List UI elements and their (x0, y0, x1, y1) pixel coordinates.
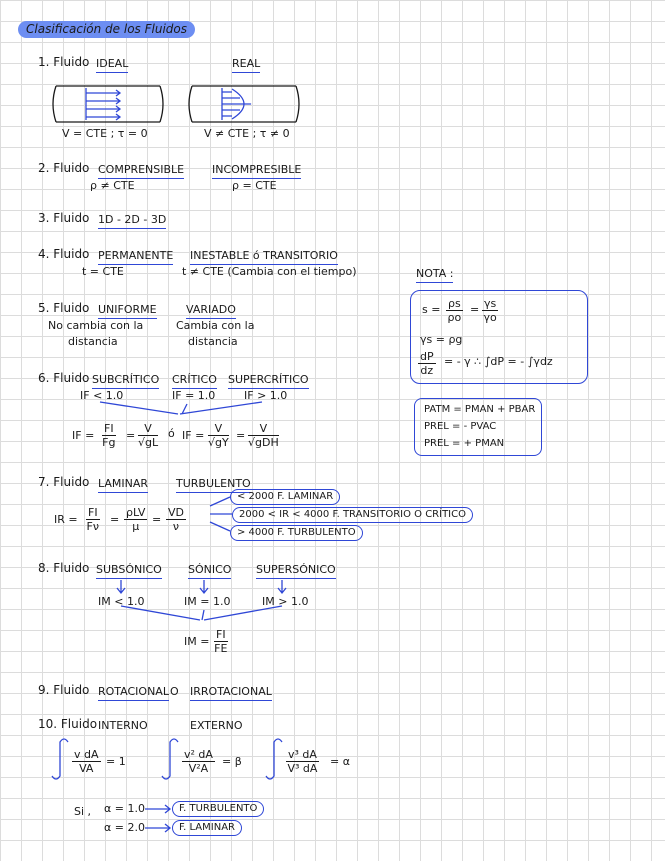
s8-subsonico-eq: IM < 1.0 (98, 595, 145, 608)
real-velocity-profile (222, 88, 251, 120)
s8-heading: 8. Fluido (38, 561, 90, 575)
dp-rest: = - γ ∴ ∫dP = - ∫γdz (444, 355, 553, 368)
s5-uniforme-l1: No cambia con la (48, 319, 144, 332)
integral-3-result: = α (330, 755, 350, 768)
s8-sonico-eq: IM = 1.0 (184, 595, 231, 608)
s1-heading: 1. Fluido (38, 55, 90, 69)
integral-1-result: = 1 (106, 755, 126, 768)
s6-subcritico: SUBCRÍTICO (92, 374, 159, 389)
froude-frac-1: $\frac{FI}{Fg}$ (102, 422, 116, 449)
integral-3-frac: $\frac{\text{v³ dA}}{\text{V³ dA}}$ (287, 748, 318, 775)
s6-supercritico-eq: IF > 1.0 (244, 389, 288, 402)
integral-2-frac: $\frac{\text{v² dA}}{\text{V²A}}$ (184, 748, 213, 775)
s4-permanente-eq: t = CTE (82, 265, 124, 278)
reynolds-transitorio: 2000 < IR < 4000 F. TRANSITORIO O CRÍTICO (232, 507, 473, 523)
s5-variado-l1: Cambia con la (176, 319, 255, 332)
s7-laminar: LAMINAR (98, 478, 148, 493)
s10-interno: INTERNO (98, 719, 148, 732)
froude-eq-2: = (236, 429, 246, 442)
integral-2-result: = β (222, 755, 242, 768)
reynolds-turbulento: > 4000 F. TURBULENTO (230, 525, 363, 541)
s9-heading: 9. Fluido (38, 683, 90, 697)
reynolds-frac-3: $\frac{VD}{\nu}$ (168, 506, 184, 533)
s4-heading: 4. Fluido (38, 247, 90, 261)
froude-lhs-2: IF = (182, 429, 205, 442)
s3-dims: 1D - 2D - 3D (98, 214, 166, 229)
reynolds-frac-2: ρLV μ (126, 506, 146, 533)
gamma-eq: γs = ρg (420, 333, 463, 346)
s8-supersonico: SUPERSÓNICO (256, 564, 336, 579)
reynolds-eq-1: = (110, 513, 120, 526)
s4-transitorio: INESTABLE ó TRANSITORIO (190, 250, 338, 265)
mach-arrows (117, 580, 286, 593)
alpha-1-result: F. TURBULENTO (172, 801, 264, 817)
froude-or: ó (168, 427, 175, 440)
s8-subsonico: SUBSÓNICO (96, 564, 162, 579)
froude-frac-2: $\frac{V}{√gL}$ (138, 422, 159, 449)
s-eq-2: = (470, 303, 480, 316)
s1-ideal-eq: V = CTE ; τ = 0 (62, 127, 148, 140)
s4-transitorio-eq: t ≠ CTE (Cambia con el tiempo) (182, 265, 357, 278)
s6-critico: CRÍTICO (172, 374, 217, 389)
s-eq: s = (422, 303, 441, 316)
s9-o: O (170, 685, 179, 698)
pressure-1: PATM = PMAN + PBAR (424, 404, 536, 415)
pressure-2: PREL = - PVAC (424, 421, 497, 432)
s8-supersonico-eq: IM > 1.0 (262, 595, 309, 608)
s10-heading: 10. Fluido (38, 717, 98, 731)
s-frac-1: $\frac{\rho s}{\rho o}$ (447, 297, 462, 324)
reynolds-eq-2: = (152, 513, 162, 526)
s7-heading: 7. Fluido (38, 475, 90, 489)
si-label: Si , (74, 805, 92, 818)
s9-irrotacional: IRROTACIONAL (190, 686, 272, 701)
reynolds-laminar: < 2000 F. LAMINAR (230, 489, 340, 505)
mach-lhs: IM = (184, 635, 210, 648)
s6-subcritico-eq: IF < 1.0 (80, 389, 124, 402)
s5-uniforme: UNIFORME (98, 304, 157, 319)
alpha-arrows (145, 805, 170, 832)
s6-heading: 6. Fluido (38, 371, 90, 385)
s2-incompresible: INCOMPRESIBLE (212, 164, 301, 179)
criticality-connector (100, 402, 262, 414)
alpha-1: α = 1.0 (104, 802, 145, 815)
alpha-2-result: F. LAMINAR (172, 820, 242, 836)
s5-uniforme-l2: distancia (68, 335, 118, 348)
pressure-3: PREL = + PMAN (424, 438, 505, 449)
s1-real-eq: V ≠ CTE ; τ ≠ 0 (204, 127, 290, 140)
s5-heading: 5. Fluido (38, 301, 90, 315)
froude-frac-4: V √gDH (248, 422, 279, 449)
s9-rotacional: ROTACIONAL (98, 686, 169, 701)
nota-label: NOTA : (416, 268, 453, 283)
mach-frac: $\frac{FI}{FE}$ (214, 628, 228, 655)
s6-critico-eq: IF = 1.0 (172, 389, 216, 402)
s4-permanente: PERMANENTE (98, 250, 173, 265)
s-frac-2: $\frac{\gamma s}{\gamma o}$ (483, 297, 497, 324)
reynolds-lhs: IR = (54, 513, 78, 526)
integral-1-frac: $\frac{\text{v dA}}{VA}$ (74, 748, 99, 775)
s2-comprensible-eq: ρ ≠ CTE (90, 179, 135, 192)
s8-sonico: SÓNICO (188, 564, 231, 579)
s5-variado: VARIADO (186, 304, 236, 319)
s6-supercritico: SUPERCRÍTICO (228, 374, 309, 389)
s1-ideal: IDEAL (96, 58, 128, 73)
froude-eq-1: = (126, 429, 136, 442)
s2-heading: 2. Fluido (38, 161, 90, 175)
s5-variado-l2: distancia (188, 335, 238, 348)
froude-lhs: IF = (72, 429, 95, 442)
s3-heading: 3. Fluido (38, 211, 90, 225)
s2-comprensible: COMPRENSIBLE (98, 164, 184, 179)
ideal-velocity-profile (86, 88, 120, 120)
s10-externo: EXTERNO (190, 719, 243, 732)
dp-frac: $\frac{dP}{dz}$ (420, 350, 434, 377)
s7-turbulento: TURBULENTO (176, 478, 251, 493)
s2-incompresible-eq: ρ = CTE (232, 179, 277, 192)
froude-frac-3: $\frac{V}{√gY}$ (208, 422, 229, 449)
reynolds-frac-1: $\frac{FI}{F\nu}$ (86, 506, 100, 533)
s1-real: REAL (232, 58, 260, 73)
alpha-2: α = 2.0 (104, 821, 145, 834)
page-title: Clasificación de los Fluidos (18, 21, 195, 38)
